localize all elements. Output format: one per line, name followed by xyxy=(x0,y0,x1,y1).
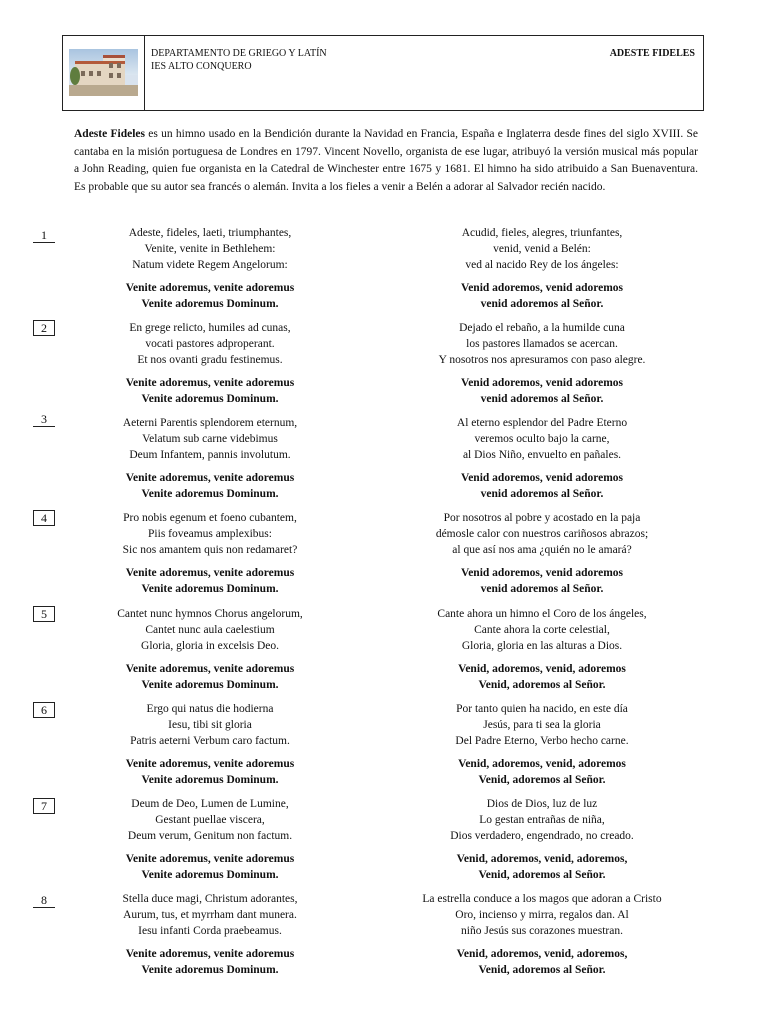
spanish-chorus-line: Venid adoremos, venid adoremos xyxy=(460,567,624,579)
latin-verse-line: Gestant puellae viscera, xyxy=(155,814,265,826)
school-name: IES ALTO CONQUERO xyxy=(151,61,252,72)
latin-verse-line: Ergo qui natus die hodierna xyxy=(146,703,274,715)
latin-verse-line: Deum verum, Genitum non factum. xyxy=(127,830,293,842)
spanish-chorus xyxy=(392,470,692,502)
latin-verse-line: Iesu, tibi sit gloria xyxy=(168,719,252,731)
latin-chorus-line: Venite adoremus, venite adoremus xyxy=(125,948,295,960)
latin-chorus-line: Venite adoremus, venite adoremus xyxy=(125,758,295,770)
latin-verse xyxy=(60,320,360,407)
spanish-verse-line: Lo gestan entrañas de niña, xyxy=(479,814,605,826)
intro-lead: Adeste Fideles xyxy=(74,128,145,140)
verse-number: 7 xyxy=(33,798,55,814)
spanish-chorus-line: venid adoremos al Señor. xyxy=(480,393,604,405)
spanish-chorus-line: Venid, adoremos, venid, adoremos, xyxy=(456,853,628,865)
latin-verse-line: Aurum, tus, et myrrham dant munera. xyxy=(123,909,297,921)
department-name: DEPARTAMENTO DE GRIEGO Y LATÍN xyxy=(151,48,327,59)
spanish-verse xyxy=(392,891,692,978)
intro-text: es un himno usado en la Bendición durante la Navidad en Francia, España e Inglaterra desde fines del siglo XVIII. Se cantaba en la misión portuguesa de Londres en 1797. Vincent Novello, organista de ese lugar, atribuyó la versión musical más popular a John Reading, quien fue organista en la Catedral de Winchester entre 1675 y 1681. El himno ha sido atribuido a San Buenaventura. Es probable que su autor sea francés o alemán. Invita a los fieles a venir a Belén a adorar al Salvador recién nacido. xyxy=(74,128,698,193)
latin-chorus xyxy=(60,661,360,693)
verse-number: 1 xyxy=(33,228,55,243)
latin-chorus-line: Venite adoremus, venite adoremus xyxy=(125,663,295,675)
intro-paragraph xyxy=(74,126,698,196)
spanish-chorus-line: Venid, adoremos, venid, adoremos, xyxy=(456,948,628,960)
spanish-verse-line: Por tanto quien ha nacido, en este día xyxy=(456,703,628,715)
latin-chorus xyxy=(60,280,360,312)
spanish-verse xyxy=(392,225,692,312)
latin-chorus-line: Venite adoremus Dominum. xyxy=(141,393,279,405)
spanish-verse-line: Por nosotros al pobre y acostado en la paja xyxy=(443,512,641,524)
latin-verse-line: Natum videte Regem Angelorum: xyxy=(132,259,288,271)
latin-chorus-line: Venite adoremus, venite adoremus xyxy=(125,472,295,484)
latin-verse xyxy=(60,796,360,883)
spanish-verse-line: démosle calor con nuestros cariñosos abrazos; xyxy=(435,528,649,540)
latin-chorus xyxy=(60,565,360,597)
spanish-verse-line: Dejado el rebaño, a la humilde cuna xyxy=(459,322,625,334)
spanish-chorus xyxy=(392,756,692,788)
verse-number: 5 xyxy=(33,606,55,622)
verse-number: 8 xyxy=(33,893,55,908)
spanish-verse-line: Dios verdadero, engendrado, no creado. xyxy=(450,830,634,842)
spanish-chorus-line: Venid, adoremos, venid, adoremos xyxy=(458,663,626,675)
latin-verse xyxy=(60,891,360,978)
spanish-verse-line: ved al nacido Rey de los ángeles: xyxy=(465,259,619,271)
spanish-verse-line: Al eterno esplendor del Padre Eterno xyxy=(456,417,628,429)
latin-verse xyxy=(60,606,360,693)
latin-chorus-line: Venite adoremus, venite adoremus xyxy=(125,567,295,579)
spanish-verse-line: Dios de Dios, luz de luz xyxy=(486,798,598,810)
latin-verse xyxy=(60,415,360,502)
latin-verse-line: Aeterni Parentis splendorem eternum, xyxy=(122,417,298,429)
spanish-chorus xyxy=(392,946,692,978)
spanish-verse xyxy=(392,796,692,883)
latin-verse-line: Deum Infantem, pannis involutum. xyxy=(129,449,291,461)
spanish-chorus xyxy=(392,565,692,597)
latin-verse xyxy=(60,225,360,312)
latin-chorus xyxy=(60,756,360,788)
spanish-chorus-line: Venid, adoremos al Señor. xyxy=(478,774,606,786)
latin-chorus xyxy=(60,375,360,407)
spanish-chorus-line: Venid, adoremos al Señor. xyxy=(478,964,606,976)
latin-chorus-line: Venite adoremus Dominum. xyxy=(141,679,279,691)
spanish-verse-line: niño Jesús sus corazones muestran. xyxy=(461,925,623,937)
spanish-verse-line: venid, venid a Belén: xyxy=(493,243,591,255)
spanish-verse-line: Acudid, fieles, alegres, triunfantes, xyxy=(461,227,623,239)
latin-chorus xyxy=(60,470,360,502)
latin-verse xyxy=(60,510,360,597)
spanish-verse-line: Del Padre Eterno, Verbo hecho carne. xyxy=(455,735,629,747)
spanish-verse xyxy=(392,320,692,407)
latin-chorus-line: Venite adoremus, venite adoremus xyxy=(125,853,295,865)
spanish-verse-line: Y nosotros nos apresuramos con paso alegre. xyxy=(438,354,646,366)
spanish-chorus-line: venid adoremos al Señor. xyxy=(480,488,604,500)
spanish-verse-line: al que así nos ama ¿quién no le amará? xyxy=(452,544,632,556)
spanish-verse xyxy=(392,606,692,693)
latin-verse-line: En grege relicto, humiles ad cunas, xyxy=(129,322,291,334)
latin-verse-line: Cantet nunc aula caelestium xyxy=(145,624,275,636)
spanish-chorus-line: Venid, adoremos al Señor. xyxy=(478,869,606,881)
spanish-chorus-line: Venid adoremos, venid adoremos xyxy=(460,377,624,389)
spanish-verse-line: Cante ahora la corte celestial, xyxy=(474,624,610,636)
verse-number: 6 xyxy=(33,702,55,718)
spanish-chorus-line: venid adoremos al Señor. xyxy=(480,583,604,595)
latin-verse-line: Deum de Deo, Lumen de Lumine, xyxy=(131,798,289,810)
latin-chorus-line: Venite adoremus Dominum. xyxy=(141,774,279,786)
verse-number: 3 xyxy=(33,412,55,427)
latin-verse-line: Et nos ovanti gradu festinemus. xyxy=(137,354,283,366)
spanish-chorus-line: Venid adoremos, venid adoremos xyxy=(460,282,624,294)
latin-chorus-line: Venite adoremus Dominum. xyxy=(141,869,279,881)
latin-verse-line: Velatum sub carne videbimus xyxy=(142,433,278,445)
latin-verse-line: Cantet nunc hymnos Chorus angelorum, xyxy=(117,608,303,620)
latin-verse-line: vocati pastores adproperant. xyxy=(145,338,275,350)
spanish-chorus xyxy=(392,280,692,312)
latin-chorus xyxy=(60,946,360,978)
latin-verse-line: Piis foveamus amplexibus: xyxy=(148,528,272,540)
latin-chorus-line: Venite adoremus Dominum. xyxy=(141,583,279,595)
latin-chorus-line: Venite adoremus, venite adoremus xyxy=(125,377,295,389)
spanish-chorus-line: Venid adoremos, venid adoremos xyxy=(460,472,624,484)
latin-verse-line: Pro nobis egenum et foeno cubantem, xyxy=(123,512,297,524)
document-title: ADESTE FIDELES xyxy=(609,48,695,59)
spanish-chorus-line: Venid, adoremos al Señor. xyxy=(478,679,606,691)
spanish-verse-line: Oro, incienso y mirra, regalos dan. Al xyxy=(455,909,629,921)
verse-number: 2 xyxy=(33,320,55,336)
school-building-photo xyxy=(69,49,138,96)
latin-chorus-line: Venite adoremus Dominum. xyxy=(141,298,279,310)
spanish-verse-line: Cante ahora un himno el Coro de los ángeles, xyxy=(437,608,647,620)
spanish-verse-line: veremos oculto bajo la carne, xyxy=(474,433,610,445)
spanish-verse-line: Jesús, para ti sea la gloria xyxy=(483,719,601,731)
latin-chorus-line: Venite adoremus, venite adoremus xyxy=(125,282,295,294)
spanish-verse-line: Gloria, gloria en las alturas a Dios. xyxy=(461,640,623,652)
spanish-chorus xyxy=(392,851,692,883)
latin-chorus-line: Venite adoremus Dominum. xyxy=(141,964,279,976)
latin-verse xyxy=(60,701,360,788)
verse-number: 4 xyxy=(33,510,55,526)
latin-verse-line: Stella duce magi, Christum adorantes, xyxy=(122,893,298,905)
latin-chorus xyxy=(60,851,360,883)
spanish-verse xyxy=(392,701,692,788)
latin-verse-line: Adeste, fideles, laeti, triumphantes, xyxy=(128,227,292,239)
latin-verse-line: Sic nos amantem quis non redamaret? xyxy=(122,544,298,556)
logo-cell xyxy=(63,36,145,110)
spanish-verse-line: los pastores llamados se acercan. xyxy=(466,338,618,350)
latin-verse-line: Gloria, gloria in excelsis Deo. xyxy=(141,640,279,652)
latin-verse-line: Patris aeterni Verbum caro factum. xyxy=(130,735,290,747)
spanish-verse xyxy=(392,415,692,502)
spanish-chorus xyxy=(392,661,692,693)
latin-verse-line: Iesu infanti Corda praebeamus. xyxy=(138,925,282,937)
spanish-verse-line: La estrella conduce a los magos que adoran a Cristo xyxy=(422,893,662,905)
latin-chorus-line: Venite adoremus Dominum. xyxy=(141,488,279,500)
spanish-chorus xyxy=(392,375,692,407)
document-header xyxy=(62,35,704,111)
spanish-verse xyxy=(392,510,692,597)
spanish-chorus-line: venid adoremos al Señor. xyxy=(480,298,604,310)
latin-verse-line: Venite, venite in Bethlehem: xyxy=(144,243,276,255)
spanish-verse-line: al Dios Niño, envuelto en pañales. xyxy=(462,449,622,461)
spanish-chorus-line: Venid, adoremos, venid, adoremos xyxy=(458,758,626,770)
